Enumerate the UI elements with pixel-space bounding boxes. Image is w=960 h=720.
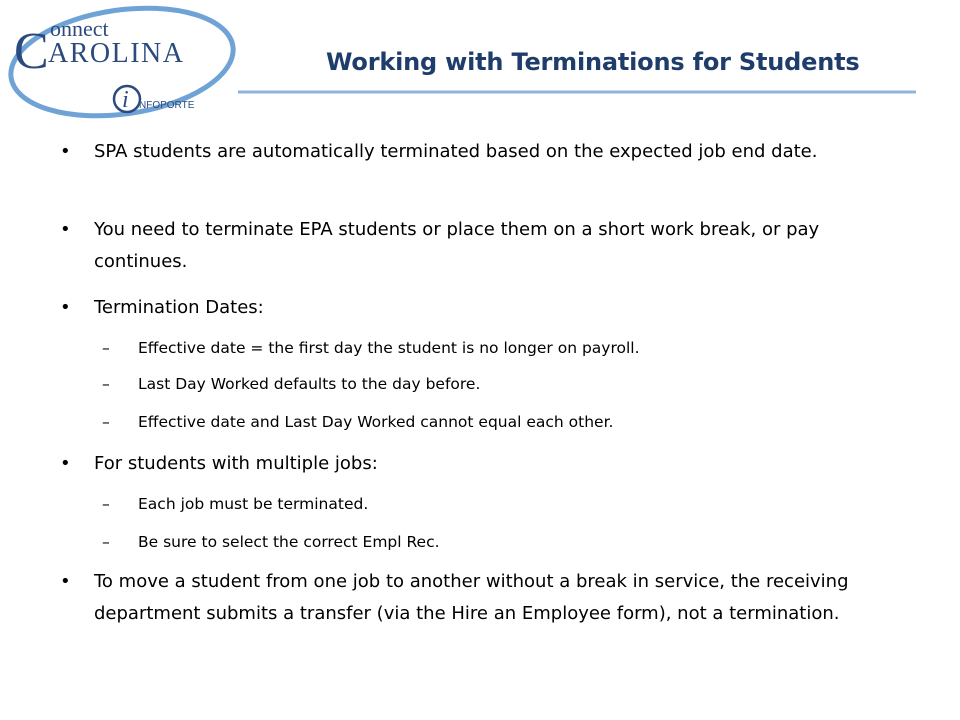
bullet-dot: •	[60, 297, 71, 318]
sub-bullet-dash: –	[102, 495, 110, 513]
bullet-item-5	[60, 566, 900, 630]
bullet-item-2	[60, 214, 900, 278]
sub-bullet-item-4	[102, 490, 902, 518]
bullet-item-1	[60, 136, 900, 168]
sub-bullet-item-5	[102, 528, 902, 556]
bullet-text: For students with multiple jobs:	[94, 453, 378, 474]
bullet-text: To move a student from one job to another without a break in service, the receiving department submits a transfer (via the Hire an Employee form), not a termination.	[94, 571, 849, 624]
logo-i: i	[122, 87, 129, 113]
logo-arolina: AROLINA	[48, 38, 185, 69]
sub-bullet-dash: –	[102, 413, 110, 431]
logo-infoporte: NFOPORTE	[139, 100, 195, 111]
bullet-text: Termination Dates:	[94, 297, 264, 318]
sub-bullet-text: Effective date and Last Day Worked cannot equal each other.	[138, 413, 614, 431]
bullet-dot: •	[60, 571, 71, 592]
bullet-dot: •	[60, 453, 71, 474]
bullet-text: SPA students are automatically terminated based on the expected job end date.	[94, 141, 818, 162]
sub-bullet-dash: –	[102, 375, 110, 393]
bullet-item-3	[60, 292, 900, 324]
sub-bullet-text: Each job must be terminated.	[138, 495, 369, 513]
sub-bullet-text: Be sure to select the correct Empl Rec.	[138, 533, 440, 551]
bullet-dot: •	[60, 141, 71, 162]
sub-bullet-item-1	[102, 334, 902, 362]
sub-bullet-item-2	[102, 370, 902, 398]
sub-bullet-text: Effective date = the first day the student is no longer on payroll.	[138, 339, 640, 357]
logo-big-c: C	[14, 23, 49, 80]
sub-bullet-dash: –	[102, 533, 110, 551]
bullet-text: You need to terminate EPA students or place them on a short work break, or pay continues.	[94, 219, 820, 272]
slide-title: Working with Terminations for Students	[326, 48, 860, 76]
logo-onnect: onnect	[50, 16, 109, 41]
bullet-item-4	[60, 448, 900, 480]
bullet-dot: •	[60, 219, 71, 240]
sub-bullet-dash: –	[102, 339, 110, 357]
sub-bullet-text: Last Day Worked defaults to the day before.	[138, 375, 481, 393]
sub-bullet-item-3	[102, 408, 902, 436]
